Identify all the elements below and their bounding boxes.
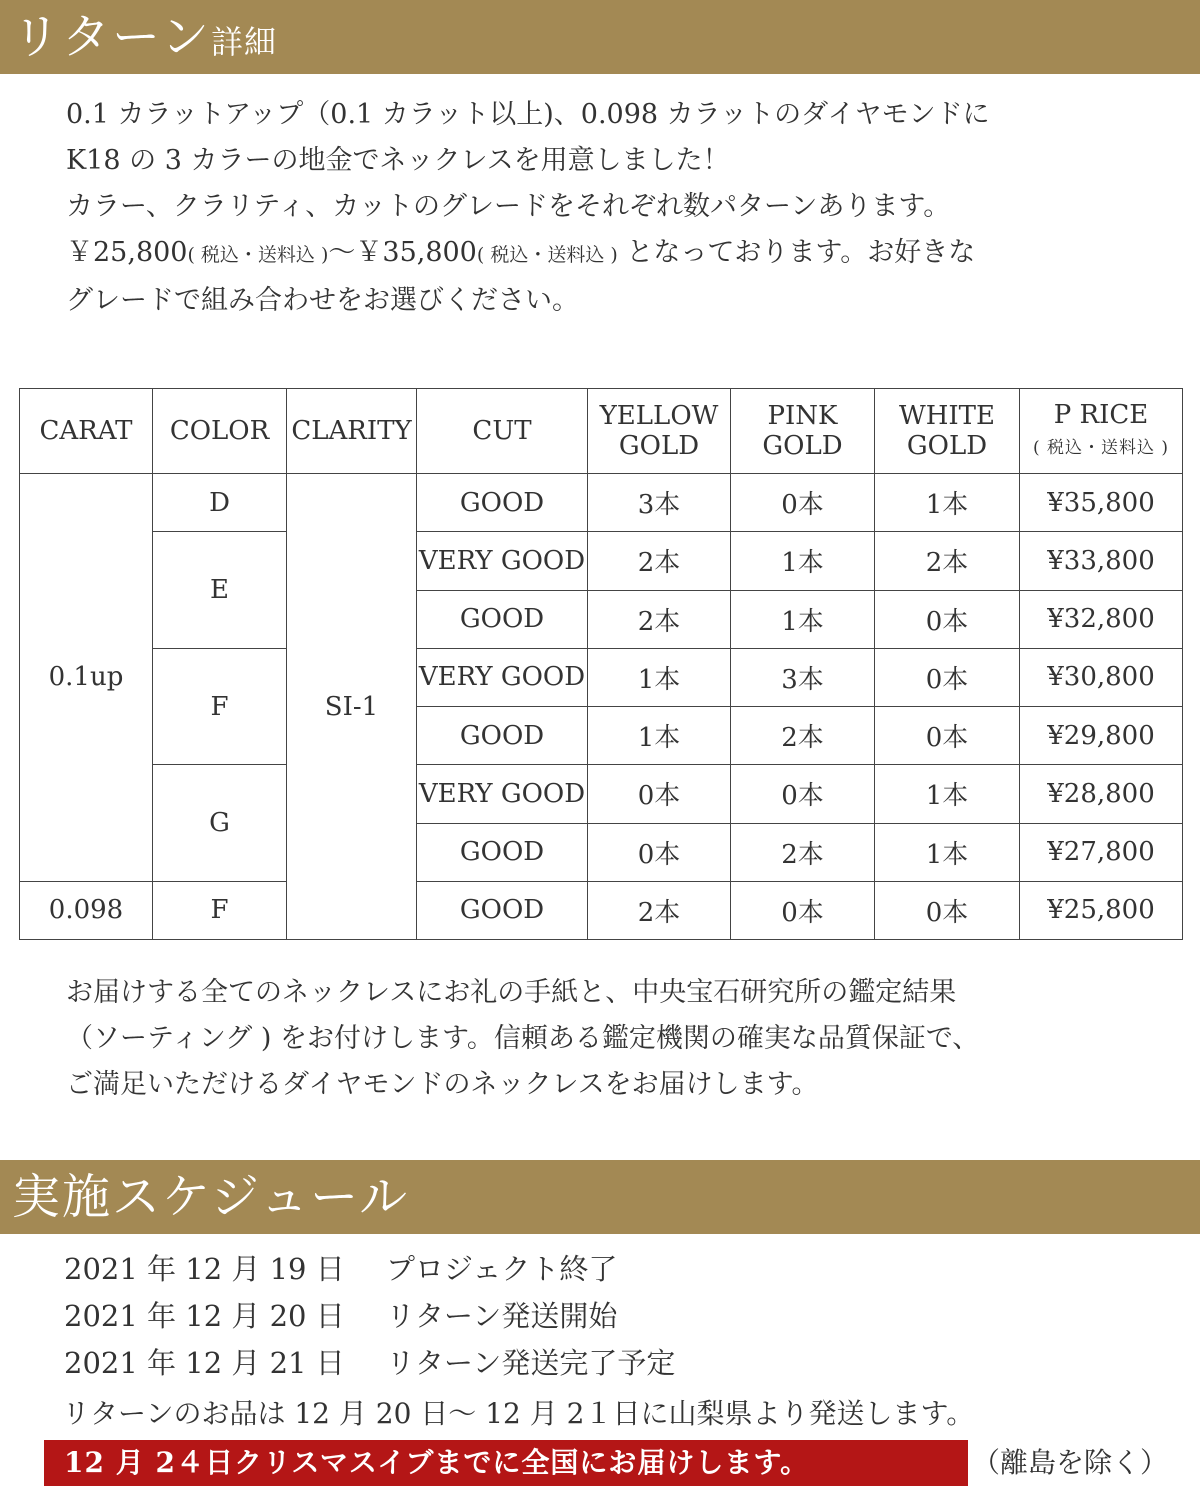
price-cell: ¥27,800 xyxy=(1020,823,1183,881)
tax-note: ( 税込・送料込 ) xyxy=(187,244,329,266)
price-cell: ¥29,800 xyxy=(1020,707,1183,765)
cut-cell: GOOD xyxy=(417,474,588,532)
cut-cell: GOOD xyxy=(417,590,588,648)
schedule-event: プロジェクト終了 xyxy=(386,1252,618,1286)
header-line: GOLD xyxy=(762,431,843,461)
cut-cell: GOOD xyxy=(417,823,588,881)
carat-cell: 0.098 xyxy=(20,881,153,939)
returns-table xyxy=(19,388,1183,940)
pink-count: 1本 xyxy=(731,532,875,590)
yellow-count: 2本 xyxy=(588,590,731,648)
cut-cell: VERY GOOD xyxy=(417,532,588,590)
schedule-event: リターン発送開始 xyxy=(386,1299,618,1333)
white-count: 2本 xyxy=(875,532,1020,590)
yellow-count: 0本 xyxy=(588,823,731,881)
header-cut: CUT xyxy=(417,389,588,474)
header-tax-note: ( 税込・送料込 ) xyxy=(1032,437,1170,458)
header-yellow-gold xyxy=(588,389,731,474)
white-count: 1本 xyxy=(875,474,1020,532)
yellow-count: 3本 xyxy=(588,474,731,532)
certificate-text xyxy=(66,970,979,1108)
header-clarity: CLARITY xyxy=(287,389,417,474)
price-cell: ¥35,800 xyxy=(1020,474,1183,532)
cut-cell: VERY GOOD xyxy=(417,648,588,706)
white-count: 1本 xyxy=(875,823,1020,881)
schedule-item xyxy=(64,1293,675,1340)
price-cell: ¥25,800 xyxy=(1020,881,1183,939)
schedule-banner xyxy=(0,1160,1200,1234)
pink-count: 2本 xyxy=(731,707,875,765)
header-white-gold xyxy=(875,389,1020,474)
schedule-item xyxy=(64,1340,675,1387)
schedule-date: 2021 年 12 月 19 日 xyxy=(64,1252,345,1286)
header-price xyxy=(1020,389,1183,474)
pink-count: 0本 xyxy=(731,765,875,823)
table-row xyxy=(20,765,1183,823)
header-line: WHITE xyxy=(899,401,995,431)
carat-cell: 0.1up xyxy=(20,474,153,882)
price-cell: ¥32,800 xyxy=(1020,590,1183,648)
white-count: 0本 xyxy=(875,648,1020,706)
color-cell: E xyxy=(153,532,287,649)
header-line: P RICE xyxy=(1053,399,1149,430)
price-cell: ¥30,800 xyxy=(1020,648,1183,706)
header-line: PINK xyxy=(767,401,838,431)
schedule-event: リターン発送完了予定 xyxy=(386,1346,676,1380)
yellow-count: 1本 xyxy=(588,707,731,765)
yellow-count: 1本 xyxy=(588,648,731,706)
certificate-line: お届けする全てのネックレスにお礼の手紙と、中央宝石研究所の鑑定結果 xyxy=(66,977,957,1008)
certificate-line: ご満足いただけるダイヤモンドのネックレスをお届けします。 xyxy=(66,1069,819,1100)
white-count: 0本 xyxy=(875,707,1020,765)
section-title: 実施スケジュール xyxy=(12,1169,410,1225)
christmas-delivery-banner: 12 月 2４日クリスマスイブまでに全国にお届けします。 xyxy=(44,1440,968,1486)
table-header-row xyxy=(20,389,1183,474)
pink-count: 3本 xyxy=(731,648,875,706)
header-line: GOLD xyxy=(618,431,700,461)
color-cell: D xyxy=(153,474,287,532)
header-color: COLOR xyxy=(153,389,287,474)
section-subtitle: 詳細 xyxy=(211,23,278,61)
price-cell: ¥33,800 xyxy=(1020,532,1183,590)
price-max: 〜￥35,800 xyxy=(328,237,477,268)
white-count: 1本 xyxy=(875,765,1020,823)
schedule-date: 2021 年 12 月 21 日 xyxy=(64,1346,345,1380)
intro-price-line xyxy=(66,230,990,278)
pink-count: 0本 xyxy=(731,474,875,532)
intro-line: 0.1 カラットアップ（0.1 カラット以上)、0.098 カラットのダイヤモンドに xyxy=(66,99,990,130)
white-count: 0本 xyxy=(875,881,1020,939)
schedule-date: 2021 年 12 月 20 日 xyxy=(64,1299,345,1333)
color-cell: G xyxy=(153,765,287,882)
intro-line: K18 の 3 カラーの地金でネックレスを用意しました！ xyxy=(66,145,730,176)
cut-cell: VERY GOOD xyxy=(417,765,588,823)
header-line: GOLD xyxy=(906,431,988,461)
header-line: YELLOW xyxy=(599,401,719,431)
schedule-item xyxy=(64,1246,675,1293)
price-min: ￥25,800 xyxy=(66,237,188,268)
clarity-cell: SI-1 xyxy=(287,474,417,940)
table-row xyxy=(20,648,1183,706)
intro-text xyxy=(66,92,990,324)
intro-line: グレードで組み合わせをお選びください。 xyxy=(66,285,579,316)
pink-count: 1本 xyxy=(731,590,875,648)
shipping-note: リターンのお品は 12 月 20 日〜 12 月 2１日に山梨県より発送します。 xyxy=(62,1397,975,1430)
table-row xyxy=(20,532,1183,590)
table-row xyxy=(20,474,1183,532)
schedule-list xyxy=(64,1246,675,1387)
intro-line: カラー、クラリティ、カットのグレードをそれぞれ数パターンあります。 xyxy=(66,191,951,222)
table-row xyxy=(20,881,1183,939)
header-pink-gold xyxy=(731,389,875,474)
header-banner xyxy=(0,0,1200,74)
intro-text-tail: となっております。お好きな xyxy=(617,237,976,268)
pink-count: 2本 xyxy=(731,823,875,881)
tax-note: ( 税込・送料込 ) xyxy=(476,244,618,266)
certificate-line: （ソーティング ) をお付けします。信頼ある鑑定機関の確実な品質保証で、 xyxy=(66,1023,980,1054)
header-carat: CARAT xyxy=(20,389,153,474)
island-exclusion-note: （離島を除く） xyxy=(972,1446,1169,1479)
white-count: 0本 xyxy=(875,590,1020,648)
color-cell: F xyxy=(153,881,287,939)
section-title: リターン xyxy=(12,9,212,65)
cut-cell: GOOD xyxy=(417,881,588,939)
cut-cell: GOOD xyxy=(417,707,588,765)
price-cell: ¥28,800 xyxy=(1020,765,1183,823)
yellow-count: 2本 xyxy=(588,881,731,939)
pink-count: 0本 xyxy=(731,881,875,939)
yellow-count: 2本 xyxy=(588,532,731,590)
color-cell: F xyxy=(153,648,287,765)
yellow-count: 0本 xyxy=(588,765,731,823)
